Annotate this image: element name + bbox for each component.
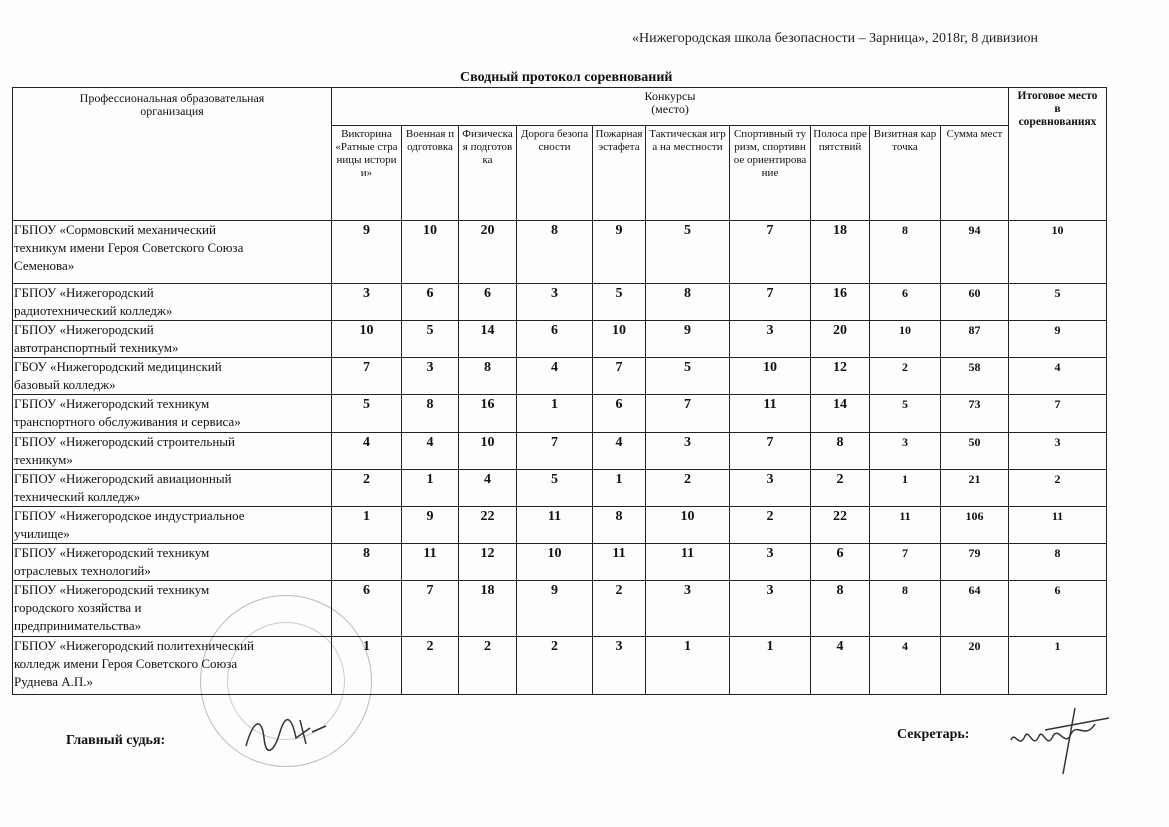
final-place-cell: 6	[1009, 581, 1107, 637]
org-name-cell	[13, 470, 332, 507]
contest-place-cell: 4	[332, 433, 402, 470]
contest-place-cell: 2	[402, 637, 459, 695]
final-place-cell: 8	[1009, 544, 1107, 581]
contest-place-cell: 7	[593, 358, 646, 395]
org-name-line: транспортного обслуживания и сервиса»	[14, 414, 241, 429]
contest-place-cell: 10	[402, 221, 459, 284]
contest-place-cell: 7	[332, 358, 402, 395]
contest-place-cell: 10	[332, 321, 402, 358]
contest-place-cell: 87	[941, 321, 1009, 358]
org-name-line: Руднева А.П.»	[14, 674, 94, 689]
contest-place-cell: 3	[730, 544, 811, 581]
contest-column-header: Сумма мест	[941, 126, 1009, 221]
contest-place-cell: 2	[593, 581, 646, 637]
contest-place-cell: 11	[646, 544, 730, 581]
document-title: Сводный протокол соревнований	[460, 70, 673, 85]
contest-place-cell: 5	[332, 395, 402, 433]
table-row	[13, 284, 1107, 321]
contest-place-cell: 4	[402, 433, 459, 470]
contest-place-cell: 4	[870, 637, 941, 695]
contest-place-cell: 8	[517, 221, 593, 284]
final-place-cell: 4	[1009, 358, 1107, 395]
contest-place-cell: 10	[646, 507, 730, 544]
org-name-cell	[13, 433, 332, 470]
org-name-line: автотранспортный техникум»	[14, 340, 179, 355]
contest-place-cell: 7	[730, 221, 811, 284]
contest-place-cell: 3	[593, 637, 646, 695]
final-place-cell: 2	[1009, 470, 1107, 507]
contest-place-cell: 11	[593, 544, 646, 581]
contest-place-cell: 5	[402, 321, 459, 358]
contest-place-cell: 6	[811, 544, 870, 581]
contest-place-cell: 10	[517, 544, 593, 581]
org-name-cell	[13, 221, 332, 284]
contest-place-cell: 18	[811, 221, 870, 284]
contest-place-cell: 2	[870, 358, 941, 395]
contest-place-cell: 8	[332, 544, 402, 581]
contest-place-cell: 3	[646, 581, 730, 637]
org-name-line: ГБПОУ «Сормовский механический	[14, 222, 216, 237]
contest-place-cell: 3	[870, 433, 941, 470]
contest-place-cell: 10	[593, 321, 646, 358]
contest-place-cell: 5	[870, 395, 941, 433]
chief-judge-signature	[240, 708, 330, 758]
contest-place-cell: 14	[459, 321, 517, 358]
contest-column-header: Викторина «Ратные страницы истории»	[332, 126, 402, 221]
contest-place-cell: 12	[459, 544, 517, 581]
final-place-cell: 3	[1009, 433, 1107, 470]
contest-place-cell: 2	[646, 470, 730, 507]
table-row	[13, 395, 1107, 433]
org-name-cell	[13, 544, 332, 581]
contest-place-cell: 1	[332, 637, 402, 695]
org-name-line: базовый колледж»	[14, 377, 116, 392]
secretary-signature	[1005, 700, 1115, 780]
org-name-line: ГБПОУ «Нижегородский техникум	[14, 396, 210, 411]
contest-place-cell: 22	[811, 507, 870, 544]
contest-place-cell: 58	[941, 358, 1009, 395]
contest-place-cell: 60	[941, 284, 1009, 321]
contest-place-cell: 50	[941, 433, 1009, 470]
contest-place-cell: 7	[402, 581, 459, 637]
contest-place-cell: 2	[730, 507, 811, 544]
contest-column-header: Пожарная эстафета	[593, 126, 646, 221]
org-name-line: радиотехнический колледж»	[14, 303, 173, 318]
final-place-cell: 11	[1009, 507, 1107, 544]
contest-place-cell: 3	[730, 470, 811, 507]
contest-place-cell: 79	[941, 544, 1009, 581]
contest-place-cell: 3	[332, 284, 402, 321]
contest-place-cell: 5	[517, 470, 593, 507]
contest-place-cell: 9	[593, 221, 646, 284]
contest-place-cell: 12	[811, 358, 870, 395]
contest-place-cell: 9	[517, 581, 593, 637]
final-place-cell: 10	[1009, 221, 1107, 284]
results-table	[12, 87, 1107, 695]
org-name-line: ГБПОУ «Нижегородский авиационный	[14, 471, 232, 486]
chief-judge-label: Главный судья:	[66, 733, 166, 748]
org-name-cell	[13, 284, 332, 321]
contest-place-cell: 10	[459, 433, 517, 470]
contest-place-cell: 1	[646, 637, 730, 695]
contest-place-cell: 8	[402, 395, 459, 433]
contest-place-cell: 1	[402, 470, 459, 507]
contest-place-cell: 4	[593, 433, 646, 470]
contest-place-cell: 22	[459, 507, 517, 544]
table-row	[13, 470, 1107, 507]
org-name-line: отраслевых технологий»	[14, 563, 151, 578]
contest-place-cell: 9	[646, 321, 730, 358]
contest-place-cell: 5	[593, 284, 646, 321]
contest-place-cell: 6	[870, 284, 941, 321]
final-place-cell: 1	[1009, 637, 1107, 695]
contest-place-cell: 16	[459, 395, 517, 433]
contest-place-cell: 10	[730, 358, 811, 395]
org-column-header: Профессиональная образовательная организация	[13, 88, 332, 221]
org-name-line: ГБПОУ «Нижегородский техникум	[14, 582, 210, 597]
org-name-line: ГБПОУ «Нижегородский политехнический	[14, 638, 254, 653]
table-row	[13, 637, 1107, 695]
org-name-line: ГБПОУ «Нижегородский	[14, 285, 154, 300]
contest-place-cell: 14	[811, 395, 870, 433]
contest-place-cell: 21	[941, 470, 1009, 507]
org-name-line: ГБПОУ «Нижегородский строительный	[14, 434, 235, 449]
contest-place-cell: 3	[402, 358, 459, 395]
contest-place-cell: 6	[593, 395, 646, 433]
contest-place-cell: 1	[332, 507, 402, 544]
contest-place-cell: 6	[459, 284, 517, 321]
contest-place-cell: 8	[870, 221, 941, 284]
contest-place-cell: 106	[941, 507, 1009, 544]
org-name-line: ГБПОУ «Нижегородский техникум	[14, 545, 210, 560]
table-row	[13, 321, 1107, 358]
final-place-cell: 7	[1009, 395, 1107, 433]
table-row	[13, 358, 1107, 395]
org-name-line: колледж имени Героя Советского Союза	[14, 656, 238, 671]
contest-column-header: Физическая подготовка	[459, 126, 517, 221]
contest-place-cell: 8	[870, 581, 941, 637]
contests-header	[332, 88, 1009, 126]
contest-place-cell: 5	[646, 358, 730, 395]
org-name-line: ГБПОУ «Нижегородский	[14, 322, 154, 337]
table-row	[13, 507, 1107, 544]
contest-place-cell: 8	[459, 358, 517, 395]
org-name-line: техникум имени Героя Советского Союза	[14, 240, 244, 255]
org-name-line: технический колледж»	[14, 489, 141, 504]
contest-place-cell: 20	[459, 221, 517, 284]
contest-place-cell: 3	[517, 284, 593, 321]
contest-place-cell: 1	[517, 395, 593, 433]
table-row	[13, 433, 1107, 470]
contest-column-header: Спортивный туризм, спортивное ориентирование	[730, 126, 811, 221]
org-name-cell	[13, 321, 332, 358]
contest-place-cell: 10	[870, 321, 941, 358]
contest-place-cell: 11	[870, 507, 941, 544]
contest-place-cell: 11	[730, 395, 811, 433]
contest-place-cell: 2	[459, 637, 517, 695]
contest-place-cell: 20	[941, 637, 1009, 695]
org-name-cell	[13, 395, 332, 433]
contest-place-cell: 1	[870, 470, 941, 507]
table-row	[13, 544, 1107, 581]
org-name-line: ГБОУ «Нижегородский медицинский	[14, 359, 222, 374]
org-name-line: училище»	[14, 526, 70, 541]
contest-place-cell: 7	[730, 284, 811, 321]
contest-place-cell: 8	[811, 433, 870, 470]
contest-place-cell: 8	[593, 507, 646, 544]
contest-place-cell: 6	[517, 321, 593, 358]
contest-column-header: Военная подготовка	[402, 126, 459, 221]
final-place-cell: 9	[1009, 321, 1107, 358]
contest-column-header: Тактическая игра на местности	[646, 126, 730, 221]
contest-place-cell: 64	[941, 581, 1009, 637]
contest-place-cell: 2	[811, 470, 870, 507]
contest-place-cell: 3	[646, 433, 730, 470]
contest-column-header: Дорога безопасности	[517, 126, 593, 221]
contest-place-cell: 4	[811, 637, 870, 695]
contest-column-header: Полоса препятствий	[811, 126, 870, 221]
contest-place-cell: 11	[402, 544, 459, 581]
org-name-line: ГБПОУ «Нижегородское индустриальное	[14, 508, 245, 523]
contest-place-cell: 18	[459, 581, 517, 637]
contest-place-cell: 4	[517, 358, 593, 395]
org-name-cell	[13, 507, 332, 544]
contest-place-cell: 3	[730, 581, 811, 637]
contest-place-cell: 16	[811, 284, 870, 321]
contest-place-cell: 11	[517, 507, 593, 544]
org-name-line: техникум»	[14, 452, 73, 467]
contest-place-cell: 8	[811, 581, 870, 637]
contest-place-cell: 1	[593, 470, 646, 507]
contest-place-cell: 73	[941, 395, 1009, 433]
contests-subtitle: (место)	[651, 102, 689, 116]
contest-place-cell: 3	[730, 321, 811, 358]
org-name-line: Семенова»	[14, 258, 75, 273]
contest-place-cell: 1	[730, 637, 811, 695]
contest-place-cell: 2	[517, 637, 593, 695]
secretary-label: Секретарь:	[897, 727, 970, 742]
final-place-cell: 5	[1009, 284, 1107, 321]
org-name-cell	[13, 358, 332, 395]
contest-place-cell: 94	[941, 221, 1009, 284]
document-header: «Нижегородская школа безопасности – Зарница», 2018г, 8 дивизион	[632, 31, 1038, 46]
org-name-line: городского хозяйства и	[14, 600, 142, 615]
contest-place-cell: 7	[730, 433, 811, 470]
org-name-line: предпринимательства»	[14, 618, 142, 633]
contest-place-cell: 5	[646, 221, 730, 284]
table-row	[13, 581, 1107, 637]
contest-place-cell: 7	[517, 433, 593, 470]
final-place-header: Итоговое место в соревнованиях	[1009, 88, 1107, 221]
contest-place-cell: 4	[459, 470, 517, 507]
table-row	[13, 221, 1107, 284]
contest-place-cell: 9	[332, 221, 402, 284]
contest-place-cell: 9	[402, 507, 459, 544]
contest-place-cell: 7	[870, 544, 941, 581]
contest-place-cell: 20	[811, 321, 870, 358]
contest-place-cell: 8	[646, 284, 730, 321]
contest-place-cell: 2	[332, 470, 402, 507]
contest-place-cell: 6	[332, 581, 402, 637]
contest-column-header: Визитная карточка	[870, 126, 941, 221]
contest-place-cell: 6	[402, 284, 459, 321]
contest-place-cell: 7	[646, 395, 730, 433]
contests-title: Конкурсы	[644, 89, 696, 103]
